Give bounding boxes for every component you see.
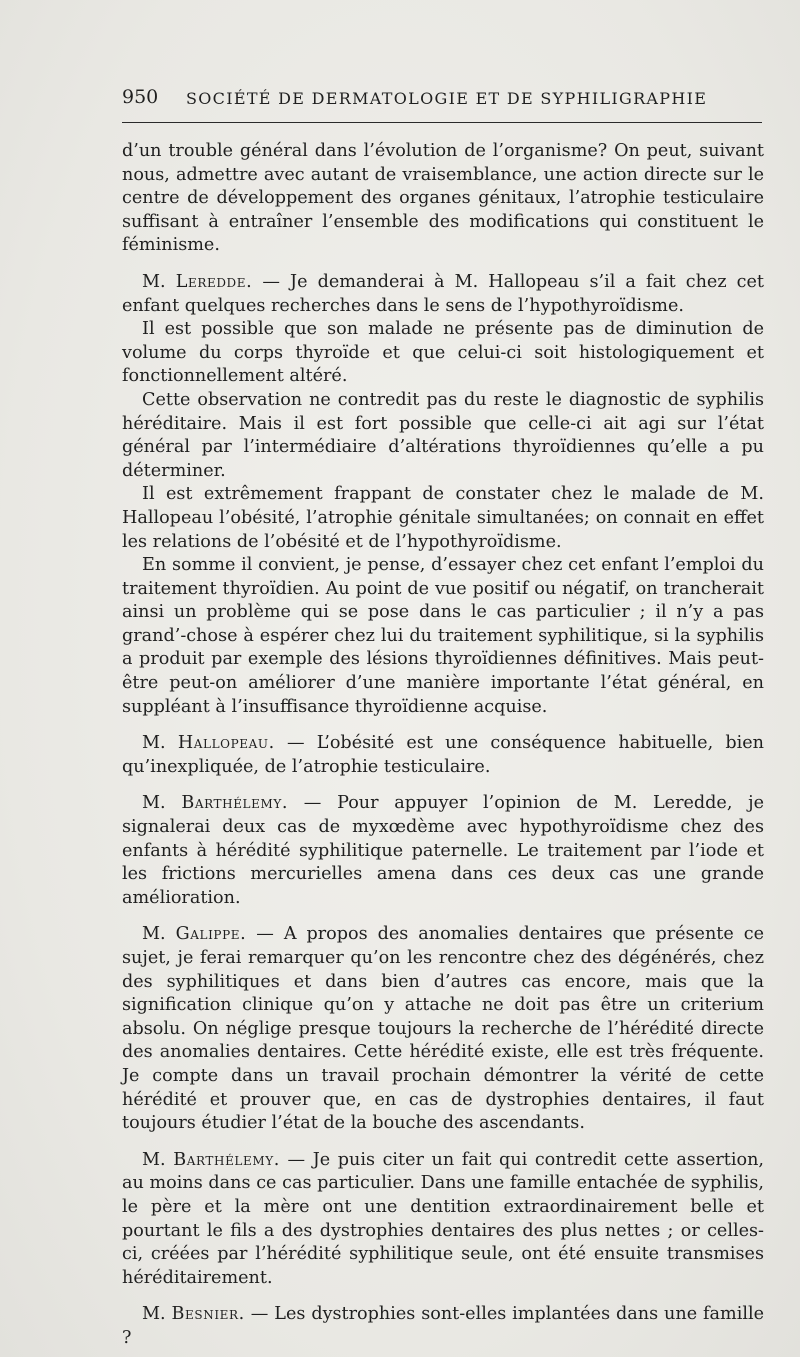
paragraph-text: — Je puis citer un fait qui contredit cette assertion, au moins dans ce cas particulier. Dans une famille entachée de syphilis, le père et la mère ont une dentition extraordinairement belle et pourtant le fils a des dystrophies dentaires des plus nettes ; or celles-ci, créées par l’hérédité syphilitique seule, ont été ensuite transmises héréditairement.: [122, 1149, 764, 1288]
speaker-prefix: M.: [142, 733, 166, 754]
running-title: SOCIÉTÉ DE DERMATOLOGIE ET DE SYPHILIGRAPHIE: [186, 89, 708, 108]
speaker-name: Barthélemy.: [173, 1149, 280, 1170]
speaker-prefix: M.: [142, 271, 166, 292]
header-rule: [122, 122, 762, 123]
paragraph-text: — L’obésité est une conséquence habituelle, bien qu’inexpliquée, de l’atrophie testiculaire.: [122, 733, 765, 777]
speaker-prefix: M.: [142, 1149, 166, 1170]
page-number: 950: [122, 86, 159, 108]
paragraph-continuation: d’un trouble général dans l’évolution de l’organisme? On peut, suivant nous, admettre avec autant de vraisemblance, une action directe sur le centre de développement des organes génitaux, l’atrophie testiculaire suffisant à entraîner l’ensemble des modifications qui constituent le féminisme.: [122, 141, 764, 256]
paragraph: En somme il convient, je pense, d’essayer chez cet enfant l’emploi du traitement thyroïdien. Au point de vue positif ou négatif, on trancherait ainsi un problème qui se pose dans le cas particulier ; il n’y a pas grand’-chose à espérer chez lui du traitement syphilitique, si la syphilis a produit par exemple des lésions thyroïdiennes définitives. Mais peut-être peut-on améliorer d’une manière importante l’état général, en suppléant à l’insuffisance thyroïdienne acquise.: [122, 555, 764, 717]
speaker-name: Leredde.: [175, 271, 253, 292]
paragraph-leredde: [122, 271, 764, 318]
paragraph: Il est extrêmement frappant de constater chez le malade de M. Hallopeau l’obésité, l’atrophie génitale simultanées; on connait en effet les relations de l’obésité et de l’hypothyroïdisme.: [122, 484, 764, 552]
paragraph-text: — Je demanderai à M. Hallopeau s’il a fait chez cet enfant quelques recherches dans le sens de l’hypothyroïdisme.: [122, 271, 765, 316]
speaker-name: Galippe.: [175, 924, 247, 945]
speaker-prefix: M.: [142, 793, 166, 814]
speaker-name: Barthélemy.: [181, 793, 289, 814]
paragraph-text: — Les dystrophies sont-elles implantées dans une famille ?: [122, 1304, 765, 1348]
paragraph-barthelemy-2: [122, 1149, 764, 1291]
paragraph-text: — A propos des anomalies dentaires que présente ce sujet, je ferai remarquer qu’on les rencontre chez des dégénérés, chez des syphilitiques et dans bien d’autres cas encore, mais que la signification clinique qu’on y attache ne doit pas être un criterium absolu. On néglige presque toujours la recherche de l’hérédité directe des anomalies dentaires. Cette hérédité existe, elle est très fréquente. Je compte dans un travail prochain démontrer la vérité de cette hérédité et prouver que, en cas de dystrophies dentaires, il faut toujours étudier l’état de la bouche des ascendants.: [122, 924, 765, 1134]
paragraph-barthelemy: [122, 792, 764, 910]
paragraph-hallopeau: [122, 732, 764, 779]
speaker-prefix: M.: [142, 924, 166, 945]
paragraph: Il est possible que son malade ne présente pas de diminution de volume du corps thyroïde et que celui-ci soit histologiquement et fonctionnellement altéré.: [122, 319, 764, 387]
paragraph-besnier: [122, 1303, 764, 1350]
speaker-name: Hallopeau.: [177, 733, 275, 754]
speaker-prefix: M.: [142, 1304, 166, 1325]
paragraph-galippe: [122, 923, 764, 1135]
paragraph: Cette observation ne contredit pas du reste le diagnostic de syphilis héréditaire. Mais il est fort possible que celle-ci ait agi sur l’état général par l’intermédiaire d’altérations thyroïdiennes qu’elle a pu déterminer.: [122, 389, 764, 481]
body-text: [122, 140, 764, 1351]
paragraph-text: — Pour appuyer l’opinion de M. Leredde, je signalerai deux cas de myxœdème avec hypothyroïdisme chez des enfants à hérédité syphilitique paternelle. Le traitement par l’iode et les frictions mercurielles amena dans ces deux cas une grande amélioration.: [122, 793, 765, 908]
speaker-name: Besnier.: [171, 1304, 245, 1325]
